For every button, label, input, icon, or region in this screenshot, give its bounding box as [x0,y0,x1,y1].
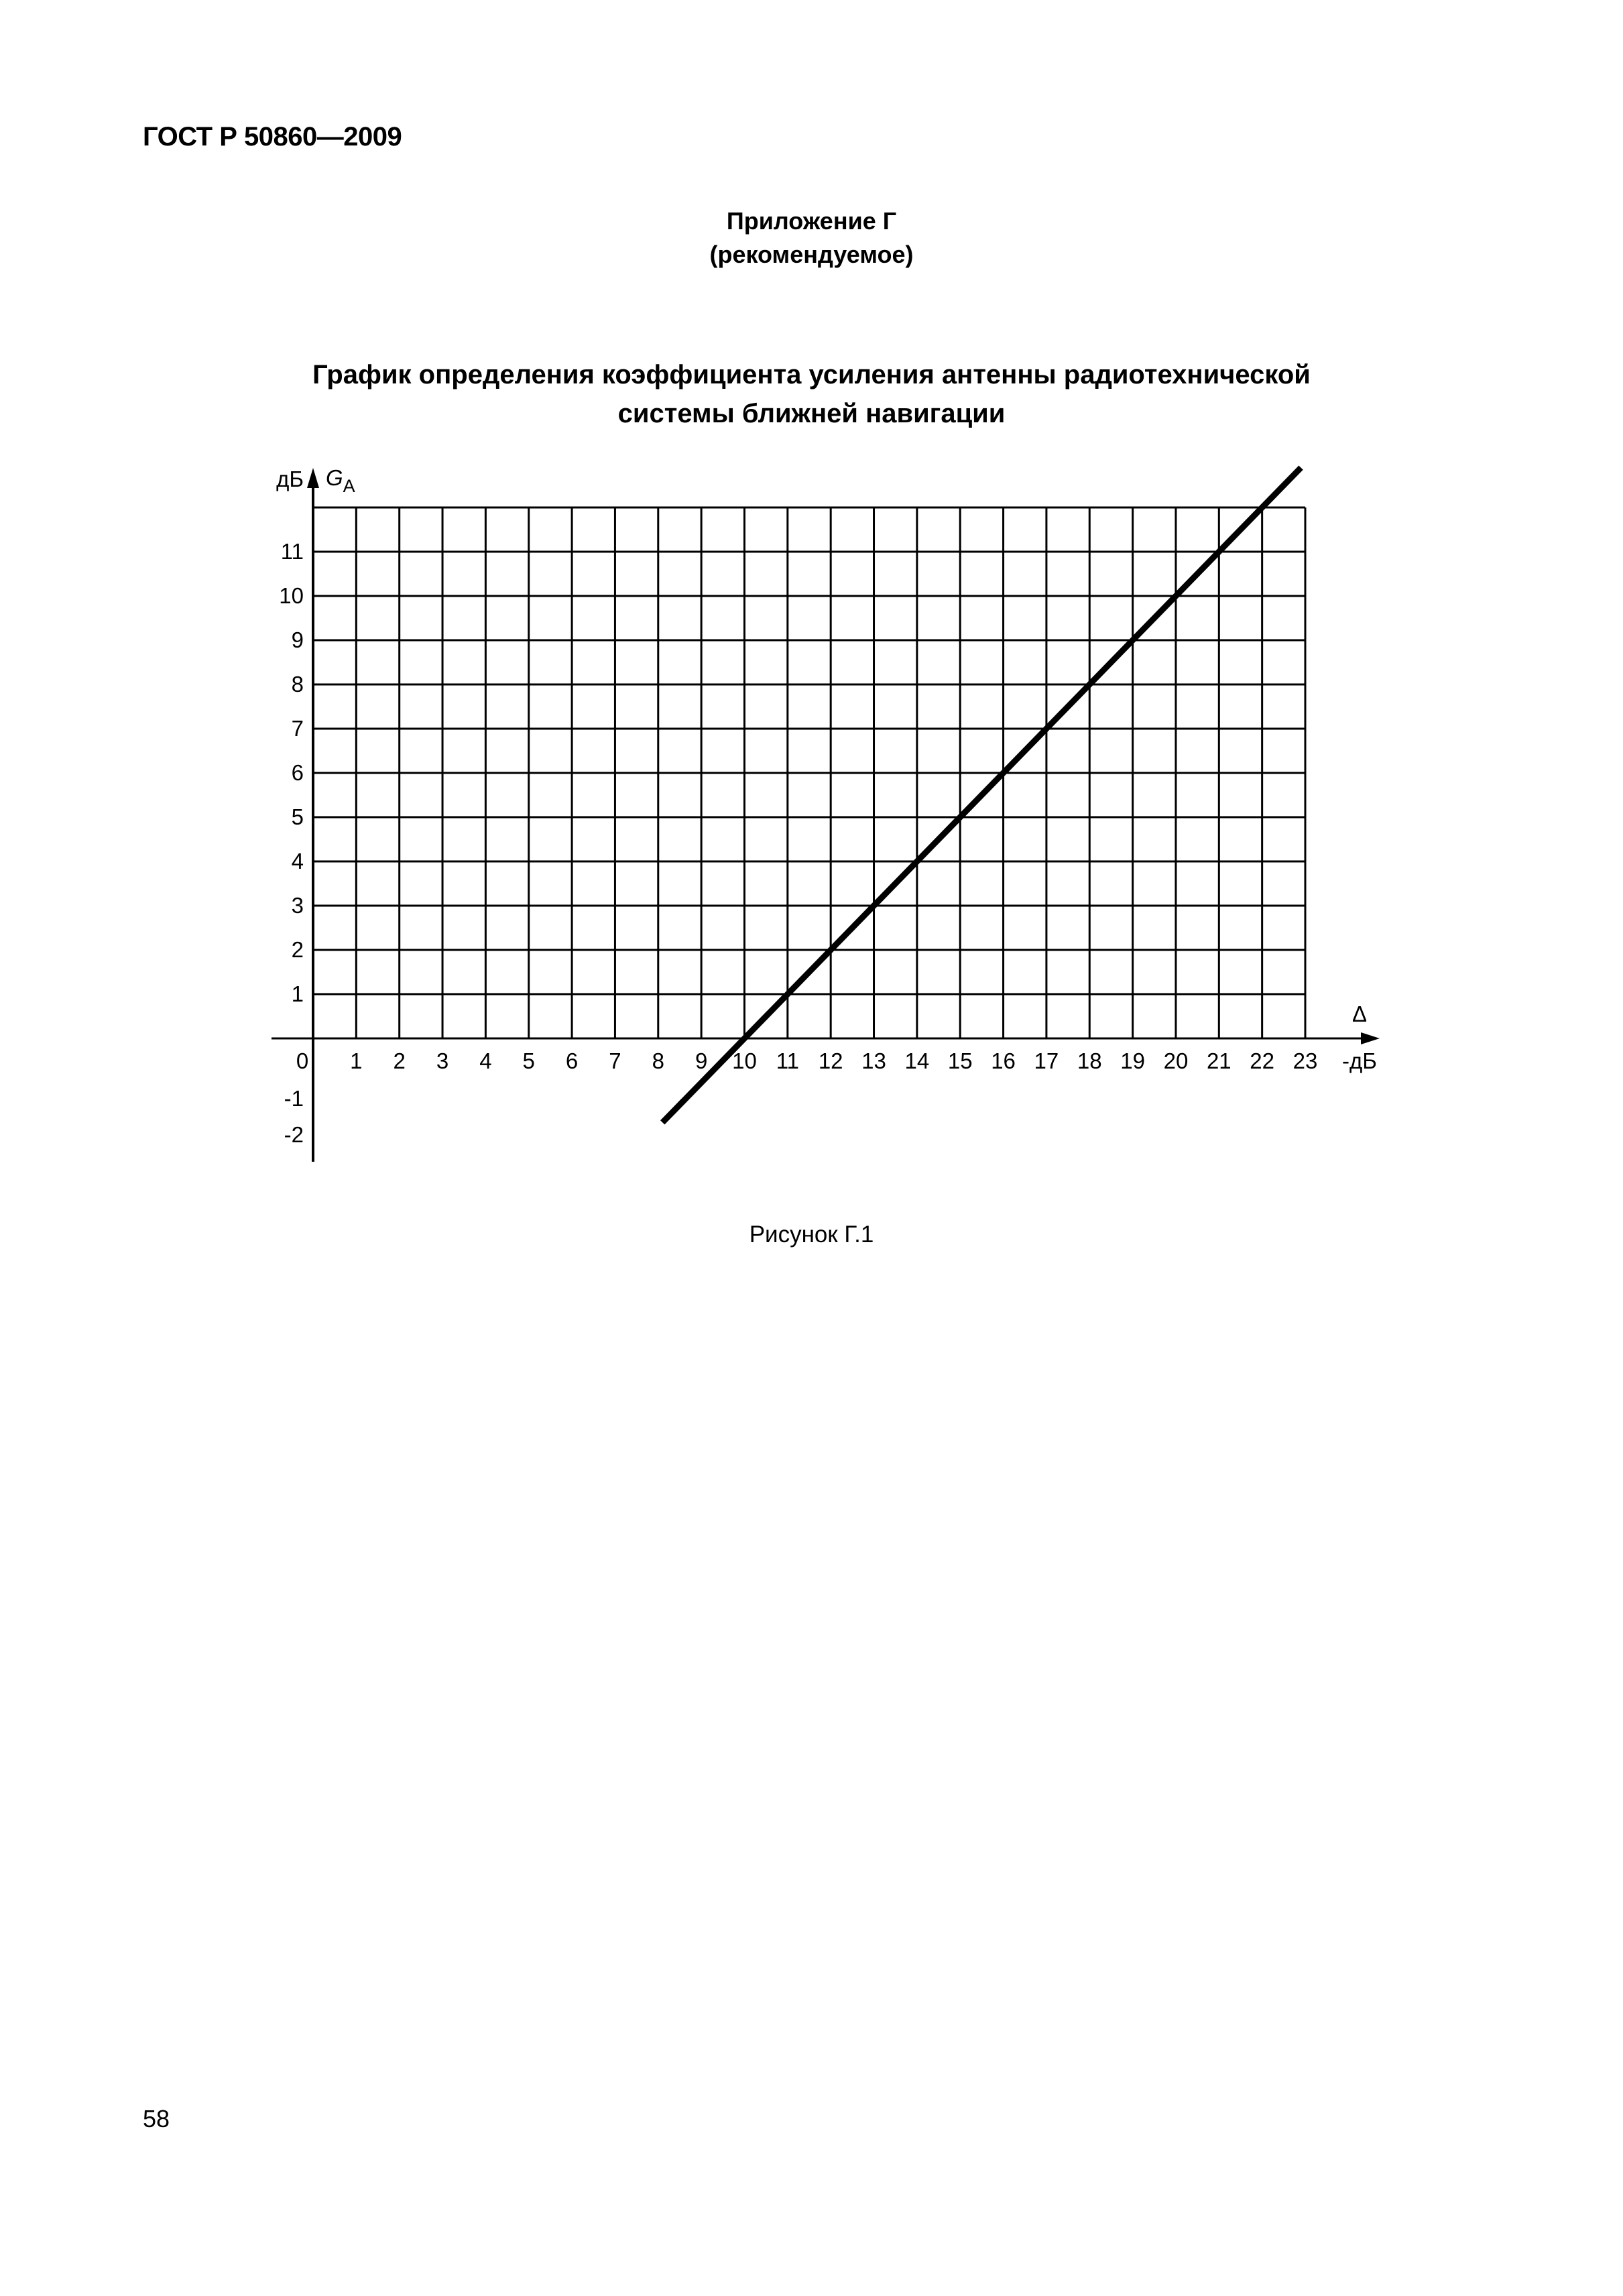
y-tick-label-negative: -2 [284,1122,304,1147]
x-tick-label: 10 [732,1048,757,1073]
figure-title-line-1: График определения коэффициента усиления антенны радиотехнической [312,360,1311,389]
chart-series [662,468,1301,1123]
x-tick-label: 16 [991,1048,1016,1073]
x-tick-label: 2 [393,1048,406,1073]
x-tick-label: 22 [1250,1048,1275,1073]
x-tick-label: 13 [861,1048,886,1073]
y-tick-label: 3 [291,893,304,918]
x-tick-label: 11 [776,1048,799,1073]
x-tick-label: 6 [565,1048,579,1073]
x-tick-label: 20 [1163,1048,1189,1073]
x-tick-label: 5 [522,1048,535,1073]
x-tick-label: 15 [947,1048,973,1073]
y-axis-symbol [326,465,355,496]
y-tick-label: 4 [291,849,304,873]
y-tick-label: 5 [291,804,304,829]
x-tick-label: 12 [818,1048,843,1073]
annex-status: (рекомендуемое) [709,241,914,268]
y-tick-label: 9 [291,627,304,652]
x-tick-label: 9 [695,1048,708,1073]
y-tick-label: 1 [291,981,304,1006]
x-tick-label: 19 [1120,1048,1145,1073]
x-axis-unit: -дБ [1342,1048,1377,1073]
x-tick-label: 18 [1077,1048,1102,1073]
y-tick-label: 6 [291,760,304,785]
figure-caption: Рисунок Г.1 [749,1221,874,1248]
y-axis-arrow [307,468,319,488]
x-tick-label: 14 [904,1048,930,1073]
figure-title-line-2: системы ближней навигации [617,399,1006,428]
y-tick-label: 7 [291,716,304,741]
page-number: 58 [143,2105,170,2132]
y-tick-label-negative: -1 [284,1086,304,1111]
x-tick-label: 3 [436,1048,449,1073]
y-axis-symbol-subscript: A [343,476,355,496]
x-tick-label: 17 [1034,1048,1059,1073]
x-axis-symbol: Δ [1351,1002,1368,1026]
y-axis-unit: дБ [276,467,304,491]
x-tick-label: 4 [479,1048,492,1073]
x-tick-label: 8 [652,1048,664,1073]
y-tick-label: 10 [279,583,304,608]
x-tick-label: 7 [609,1048,621,1073]
annex-label: Приложение Г [726,207,897,235]
x-tick-label: 21 [1206,1048,1231,1073]
chart-tick-labels [279,539,1317,1147]
chart-grid [313,507,1305,1038]
y-axis-symbol-main: G [326,465,343,490]
x-tick-label: 0 [296,1048,309,1073]
y-tick-label: 11 [280,539,304,564]
y-tick-label: 2 [291,937,304,962]
y-tick-label: 8 [291,672,304,697]
document-id: ГОСТ Р 50860—2009 [143,122,402,152]
x-tick-label: 23 [1293,1048,1318,1073]
x-axis-arrow [1361,1032,1380,1044]
data-line [662,468,1301,1123]
x-tick-label: 1 [350,1048,363,1073]
